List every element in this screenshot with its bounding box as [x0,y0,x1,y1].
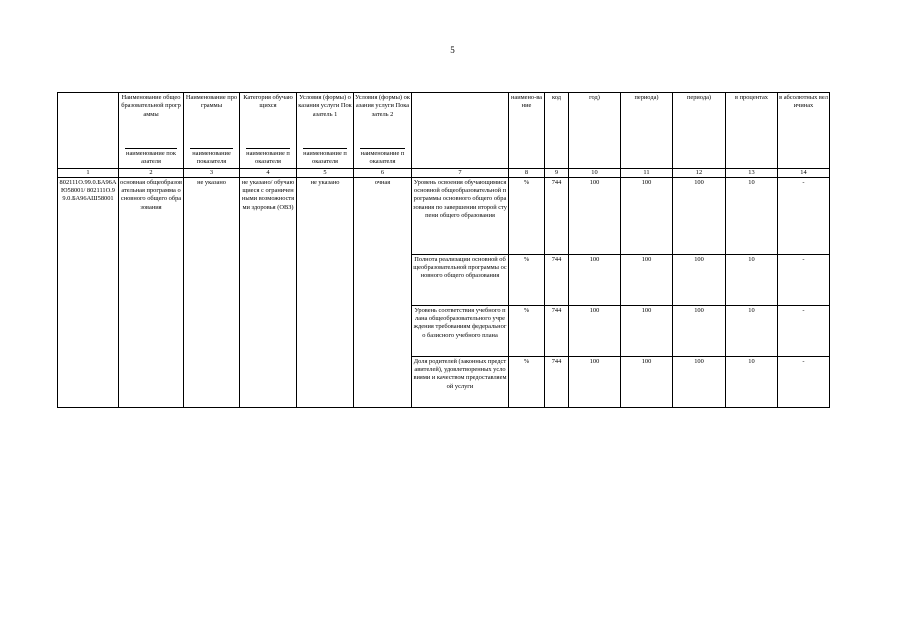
indicator-code: 744 [545,356,569,407]
program-name: не указано [184,177,240,407]
subheader-cell-3: наименование показателя [190,148,233,167]
indicator-value-11: 100 [621,254,673,305]
indicator-unit: % [509,254,545,305]
subheader-cell-4: наименование показателя [246,150,290,166]
header-cell-2: Наименование общеобразовательной программы [119,93,184,148]
column-number: 14 [778,168,830,177]
header-row [58,93,830,148]
indicator-value-10: 100 [569,356,621,407]
indicator-code: 744 [545,254,569,305]
header-cell-12: периода) [673,93,726,148]
column-number-row [58,168,830,177]
indicator-deviation-absolute: - [778,177,830,254]
header-cell-8: наимено-вание [509,93,545,148]
subheader-row [58,147,830,168]
column-number: 10 [569,168,621,177]
header-cell-13: в процентах [726,93,778,148]
indicator-value-10: 100 [569,177,621,254]
indicator-unit: % [509,305,545,356]
column-number: 7 [412,168,509,177]
indicator-value-12: 100 [673,254,726,305]
indicator-value-12: 100 [673,305,726,356]
indicator-value-10: 100 [569,305,621,356]
header-cell-6: Условия (формы) оказания услуги Показатель 2 [354,93,412,148]
program-description: основная общеобразовательная программа основного общего образования [119,177,184,407]
column-number: 8 [509,168,545,177]
indicator-code: 744 [545,305,569,356]
indicator-unit: % [509,177,545,254]
indicator-deviation-absolute: - [778,305,830,356]
indicator-value-12: 100 [673,356,726,407]
subheader-cell-5: наименование показателя [303,150,347,166]
indicator-name: Уровень освоения обучающимися основной общеобразовательной программы основного общего образования по завершении второй ступени общего образования [412,177,509,254]
condition-1: не указано [297,177,354,407]
indicator-value-10: 100 [569,254,621,305]
indicator-code: 744 [545,177,569,254]
column-number: 12 [673,168,726,177]
indicator-deviation-percent: 10 [726,305,778,356]
column-number: 6 [354,168,412,177]
header-cell-10: год) [569,93,621,148]
column-number: 13 [726,168,778,177]
indicator-value-11: 100 [621,177,673,254]
header-cell-11: периода) [621,93,673,148]
indicator-value-11: 100 [621,305,673,356]
column-number: 3 [184,168,240,177]
table-row [58,177,830,254]
indicator-name: Доля родителей (законных представителей), удовлетворенных условиями и качеством предоставляемой услуги [412,356,509,407]
column-number: 11 [621,168,673,177]
column-number: 1 [58,168,119,177]
subheader-cell-2: наименование показателя [126,150,176,166]
indicator-unit: % [509,356,545,407]
header-cell-5: Условия (формы) оказания услуги Показатель 1 [297,93,354,148]
indicator-value-11: 100 [621,356,673,407]
registry-codes: 802111О.99.0.БА96АЮ58001/ 802111О.99.0.БА96АШ58001 [58,177,119,407]
service-indicators-table [57,92,830,408]
column-number: 2 [119,168,184,177]
column-number: 4 [240,168,297,177]
indicator-deviation-absolute: - [778,356,830,407]
header-cell-14: в абсолютных величинах [778,93,830,148]
header-cell-7 [412,93,509,148]
indicator-deviation-percent: 10 [726,356,778,407]
column-number: 5 [297,168,354,177]
indicator-deviation-absolute: - [778,254,830,305]
indicator-value-12: 100 [673,177,726,254]
header-cell-1 [58,93,119,148]
column-number: 9 [545,168,569,177]
header-cell-4: Категория обучающихся [240,93,297,148]
indicator-deviation-percent: 10 [726,177,778,254]
header-cell-3: Наименование программы [184,93,240,148]
indicator-name: Полнота реализации основной общеобразовательной программы основного общего образования [412,254,509,305]
page-number: 5 [450,45,455,55]
indicator-name: Уровень соответствия учебного плана общеобразовательного учреждения требованиям федерального базисного учебного плана [412,305,509,356]
student-category: не указано/ обучающиеся с ограниченными возможностями здоровья (ОВЗ) [240,177,297,407]
header-cell-9: код [545,93,569,148]
condition-2: очная [354,177,412,407]
indicator-deviation-percent: 10 [726,254,778,305]
subheader-cell-6: наименование показателя [360,150,405,166]
